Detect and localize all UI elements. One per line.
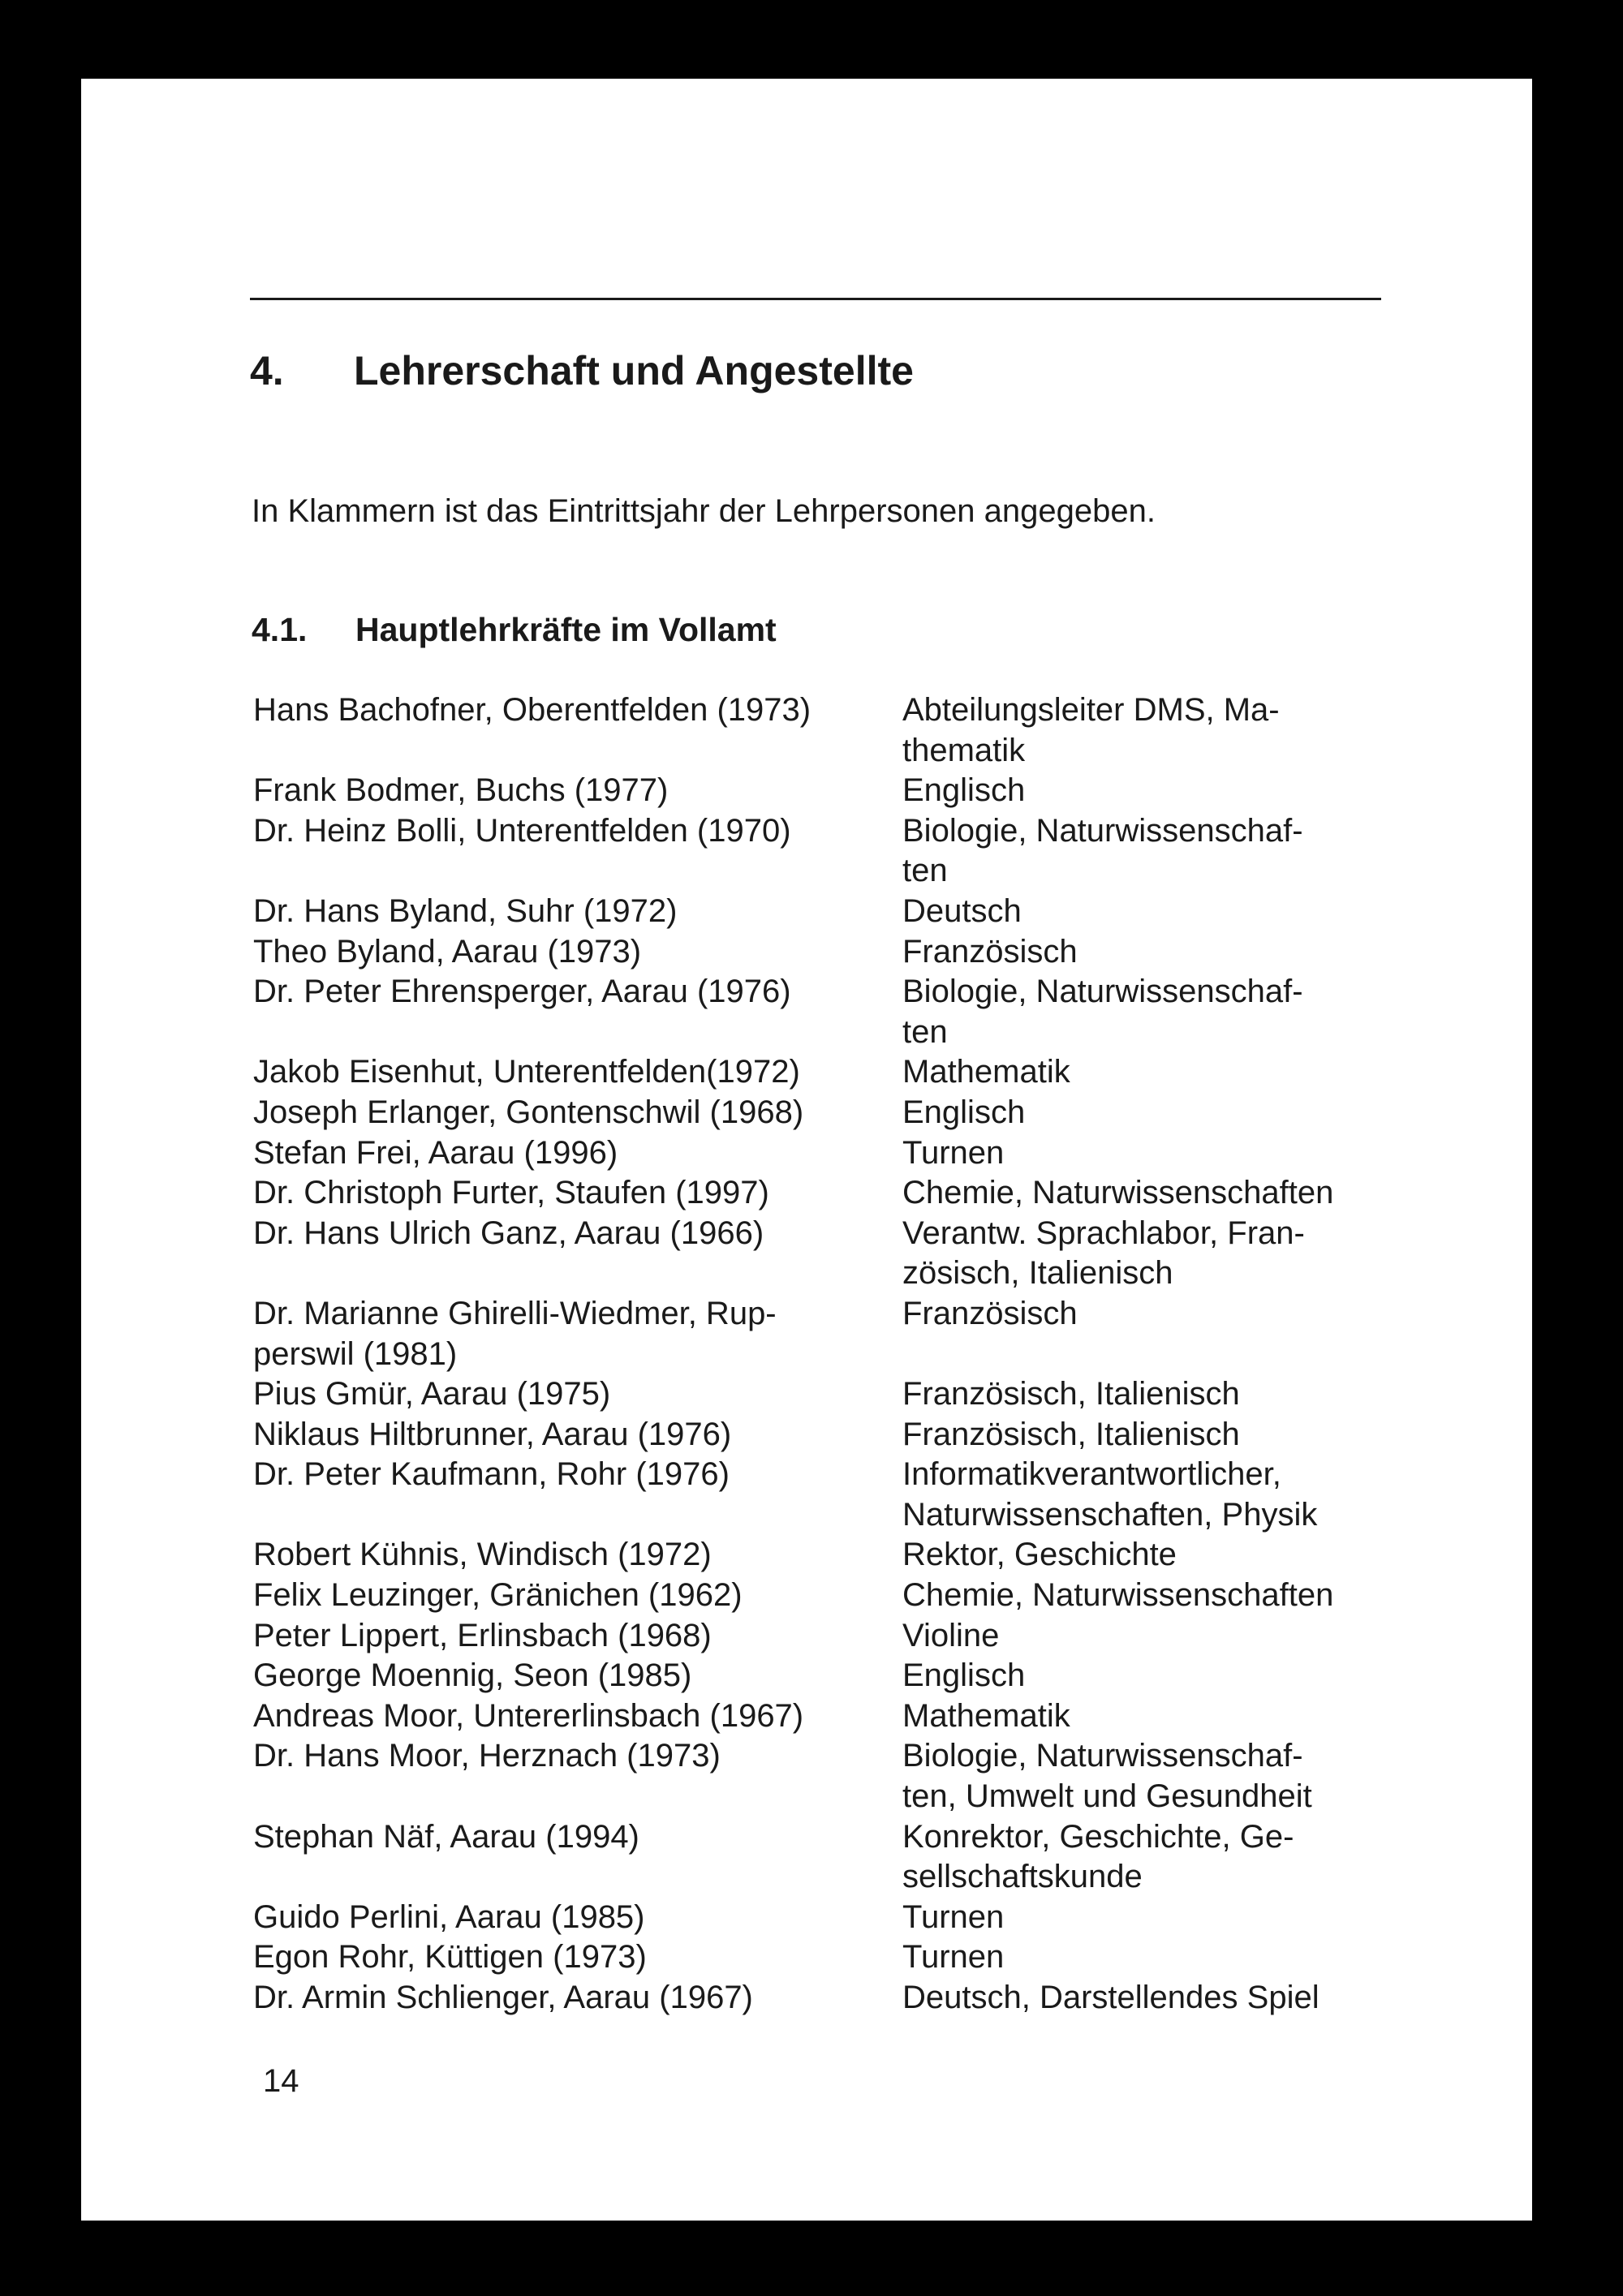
teacher-subject: Mathematik — [902, 1697, 1070, 1734]
teacher-name: Dr. Peter Kaufmann, Rohr (1976) — [253, 1456, 730, 1493]
teacher-subject: Chemie, Naturwissenschaften — [902, 1175, 1334, 1211]
teacher-entry — [253, 1173, 1414, 1214]
teacher-name: Dr. Hans Moor, Herznach (1973) — [253, 1738, 721, 1774]
teacher-subject: Deutsch — [902, 892, 1022, 929]
teacher-name: Dr. Armin Schlienger, Aarau (1967) — [253, 1980, 753, 2015]
teacher-name: Dr. Hans Ulrich Ganz, Aarau (1966) — [253, 1215, 764, 1251]
teacher-entry — [253, 1415, 1414, 1455]
teacher-name: Theo Byland, Aarau (1973) — [253, 933, 642, 970]
teacher-entry — [253, 1937, 1414, 1978]
teacher-entry — [253, 1898, 1414, 1938]
teacher-entry — [253, 1616, 1414, 1657]
teacher-subject: Konrektor, Geschichte, Ge- sellschaftskunde — [902, 1818, 1294, 1895]
teacher-entry — [253, 1052, 1414, 1093]
teacher-subject: Informatikverantwortlicher, Naturwissenschaften, Physik — [902, 1456, 1318, 1533]
teacher-name: Felix Leuzinger, Gränichen (1962) — [253, 1577, 743, 1614]
page-number: 14 — [263, 2063, 299, 2099]
teacher-subject: Rektor, Geschichte — [902, 1537, 1177, 1573]
teacher-subject: Abteilungsleiter DMS, Ma- thematik — [902, 692, 1280, 768]
teacher-name: Guido Perlini, Aarau (1985) — [253, 1898, 645, 1935]
teacher-subject: Biologie, Naturwissenschaf- ten — [902, 812, 1303, 889]
teacher-name: Frank Bodmer, Buchs (1977) — [253, 772, 669, 809]
teacher-name: Peter Lippert, Erlinsbach (1968) — [253, 1617, 712, 1653]
teacher-entry — [253, 1978, 1414, 2019]
teacher-subject: Französisch — [902, 933, 1078, 970]
teacher-entry — [253, 892, 1414, 932]
intro-text: In Klammern ist das Eintrittsjahr der Lehrpersonen angegeben. — [252, 493, 1156, 529]
teacher-entry — [253, 1576, 1414, 1616]
teacher-entry — [253, 1736, 1414, 1817]
teacher-entry — [253, 932, 1414, 973]
section-title: Hauptlehrkräfte im Vollamt — [355, 611, 777, 648]
teacher-name: Jakob Eisenhut, Unterentfelden(1972) — [253, 1054, 800, 1090]
teacher-name: Dr. Christoph Furter, Staufen (1997) — [253, 1175, 769, 1211]
teacher-entry — [253, 972, 1414, 1052]
chapter-title: Lehrerschaft und Angestellte — [354, 348, 914, 393]
teacher-subject: Verantw. Sprachlabor, Fran- zösisch, Italienisch — [902, 1215, 1305, 1292]
teacher-subject: Turnen — [902, 1939, 1005, 1976]
teacher-name: George Moennig, Seon (1985) — [253, 1658, 692, 1694]
teacher-entry — [253, 1455, 1414, 1535]
teacher-name: Pius Gmür, Aarau (1975) — [253, 1376, 611, 1412]
teacher-subject: Französisch — [902, 1295, 1078, 1331]
teacher-name: Andreas Moor, Untererlinsbach (1967) — [253, 1697, 804, 1734]
teacher-name: Dr. Heinz Bolli, Unterentfelden (1970) — [253, 812, 791, 849]
teacher-entry — [253, 811, 1414, 892]
teacher-entry — [253, 1093, 1414, 1133]
teacher-name: Hans Bachofner, Oberentfelden (1973) — [253, 692, 812, 728]
section-number: 4.1. — [252, 611, 308, 648]
teacher-entry — [253, 1214, 1414, 1294]
teacher-subject: Englisch — [902, 772, 1026, 809]
teacher-name: Dr. Peter Ehrensperger, Aarau (1976) — [253, 974, 791, 1010]
teacher-entry — [253, 690, 1414, 771]
teacher-subject: Englisch — [902, 1658, 1026, 1694]
teacher-entry — [253, 1696, 1414, 1737]
section-heading — [252, 611, 777, 649]
teacher-subject: Französisch, Italienisch — [902, 1376, 1240, 1412]
teacher-name: Stephan Näf, Aarau (1994) — [253, 1818, 639, 1855]
teacher-subject: Französisch, Italienisch — [902, 1416, 1240, 1452]
teacher-entry — [253, 1817, 1414, 1898]
teacher-subject: Violine — [902, 1617, 1000, 1653]
teacher-subject: Biologie, Naturwissenschaf- ten, Umwelt und Gesundheit — [902, 1738, 1312, 1815]
teacher-entry — [253, 771, 1414, 811]
teacher-name: Stefan Frei, Aarau (1996) — [253, 1134, 618, 1171]
teacher-entry — [253, 1294, 1414, 1374]
teacher-subject: Mathematik — [902, 1054, 1070, 1090]
teacher-subject: Chemie, Naturwissenschaften — [902, 1577, 1334, 1614]
teacher-subject: Biologie, Naturwissenschaf- ten — [902, 974, 1303, 1050]
teacher-entry — [253, 1374, 1414, 1415]
teacher-name: Dr. Marianne Ghirelli-Wiedmer, Rup- perswil (1981) — [253, 1295, 777, 1372]
teacher-entry — [253, 1133, 1414, 1174]
chapter-heading — [250, 347, 914, 394]
teacher-name: Robert Kühnis, Windisch (1972) — [253, 1537, 712, 1573]
teacher-name: Niklaus Hiltbrunner, Aarau (1976) — [253, 1416, 732, 1452]
teacher-name: Egon Rohr, Küttigen (1973) — [253, 1939, 647, 1976]
teacher-name: Dr. Hans Byland, Suhr (1972) — [253, 892, 678, 929]
teacher-subject: Deutsch, Darstellendes Spiel — [902, 1980, 1319, 2015]
teacher-subject: Turnen — [902, 1898, 1005, 1935]
top-rule — [250, 298, 1381, 300]
teacher-name: Joseph Erlanger, Gontenschwil (1968) — [253, 1094, 804, 1130]
teacher-list — [253, 690, 1414, 2019]
chapter-number: 4. — [250, 348, 284, 393]
teacher-entry — [253, 1535, 1414, 1576]
teacher-entry — [253, 1656, 1414, 1696]
teacher-subject: Englisch — [902, 1094, 1026, 1130]
teacher-subject: Turnen — [902, 1134, 1005, 1171]
